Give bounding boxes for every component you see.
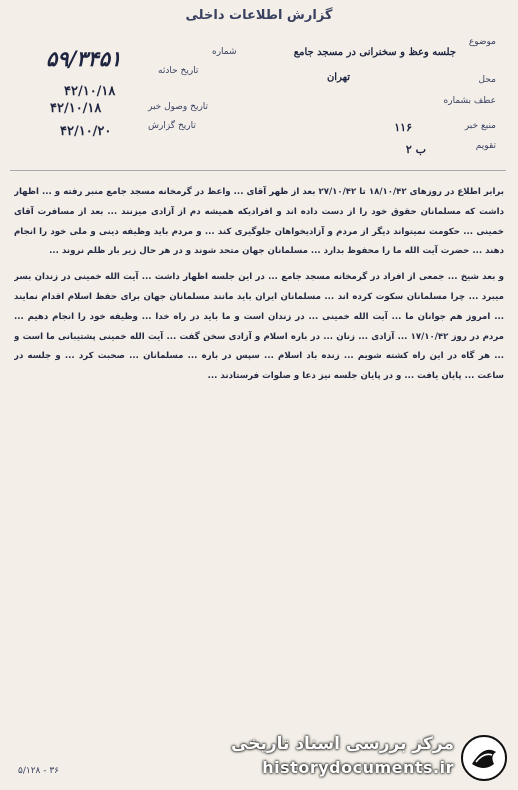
report-body	[14, 183, 504, 731]
report-date-value: ۴۲/۱۰/۲۰	[60, 124, 112, 139]
label-number: شماره	[212, 47, 237, 57]
label-event-date: تاریخ حادثه	[158, 66, 199, 76]
label-received-date: تاریخ وصول خبر	[148, 102, 209, 112]
source-value: ۱۱۶	[394, 121, 412, 134]
header-divider	[10, 170, 506, 171]
event-date-value: ۴۲/۱۰/۱۸	[64, 84, 116, 99]
place-value: تهران	[326, 72, 350, 83]
watermark-org-name: مرکز بررسی اسناد تاریخی	[231, 734, 454, 754]
report-title: گزارش اطلاعات داخلی	[185, 8, 333, 23]
grade-value: ب ۲	[405, 143, 426, 156]
label-report-date: تاریخ گزارش	[148, 121, 196, 131]
subject-value: جلسه وعظ و سخنرانی در مسجد جامع	[293, 47, 456, 58]
label-place: محل	[478, 75, 496, 85]
label-grade: تقویم	[475, 141, 496, 151]
received-date-value: ۴۲/۱۰/۱۸	[50, 101, 102, 116]
body-paragraph-1: برابر اطلاع در روزهای ۱۸/۱۰/۴۲ تا ۲۷/۱۰/۴۲ بعد از ظهر آقای ... واعظ در گرمخانه مسجد جامع منبر رفته و ... اظهار داشت که مسلمانان حقوق خود را از دست داده اند و افرادیکه همیشه دم از آزادی میزنند ... بعد از مسافرت آقای خمینی ... حکومت نمیتواند دیگر از مردم و آزادیخواهان جلوگیری کند ... و مردم باید وظیفه دینی و ملی خود را انجام دهند ... حضرت آیت الله ما را محفوظ بدارد ... مسلمانان جهان متحد شوند و در هر حال زیر بار ظلم نروند ...	[14, 187, 504, 257]
label-subject: موضوع	[468, 37, 496, 47]
archive-code: ۵/۱۲۸ - ۳۶	[18, 766, 60, 776]
archive-watermark	[196, 728, 514, 788]
report-number-value: ۵۹/۳۴۵۱	[46, 46, 122, 71]
label-source: منبع خبر	[464, 121, 496, 131]
body-paragraph-2: و بعد شیخ ... جمعی از افراد در گرمخانه مسجد جامع ... در این جلسه اظهار داشت ... آیت الله خمینی در زندان بسر میبرد ... چرا مسلمانان سکوت کرده اند ... مسلمانان ایران باید مانند مسلمانان جهان برای حفظ اسلام اقدام نمایند ... امروز هم جوانان ما ... آیت الله خمینی ... در زندان است و ما باید در راه خدا ... وظیفه خود را انجام دهیم ... مردم در روز ۱۷/۱۰/۴۲ ... آزادی ... زنان ... در باره اسلام و آزادی سخن گفت ... آیت الله خمینی پشتیبانی ما است و ... هر گاه در این راه کشته شویم ... زنده باد اسلام ... سپس در باره ... مسلمانان ... صحبت کرد ... و جلسه در ساعت ... پایان یافت ... و در پایان جلسه نیز دعا و صلوات فرستادند ...	[14, 272, 504, 382]
watermark-url: historydocuments.ir	[262, 758, 454, 777]
label-reference: عطف بشماره	[443, 96, 496, 106]
archive-logo-icon	[460, 734, 508, 782]
